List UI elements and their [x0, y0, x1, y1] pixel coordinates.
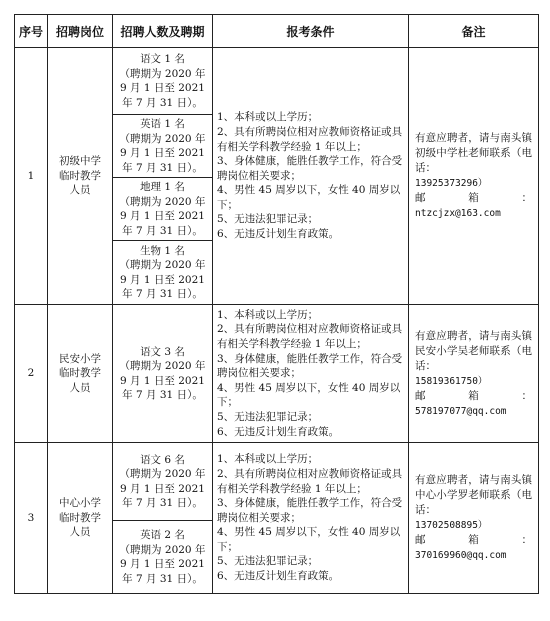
hire-line: 9 月 1 日至 2021 — [120, 273, 205, 286]
hire-cell — [113, 48, 213, 115]
hire-line: （聘期为 2020 年 — [119, 132, 206, 145]
hire-line: 年 7 月 31 日）。 — [122, 161, 203, 174]
remark-text: 有意应聘者，请与南头镇中心小学罗老师联系（电话： — [415, 474, 532, 516]
requirement-item: 5、无违法犯罪记录； — [217, 555, 319, 568]
hire-line: 英语 2 名 — [140, 529, 185, 541]
hire-line: （聘期为 2020 年 — [119, 360, 206, 372]
phone-number: 15819361750） — [415, 375, 488, 387]
hire-line: （聘期为 2020 年 — [119, 543, 206, 556]
requirement-item: 3、身体健康，能胜任教学工作，符合受聘岗位相关要求； — [217, 352, 403, 380]
phone-number: 13702508895） — [415, 520, 488, 531]
remarks-cell — [409, 48, 539, 305]
requirements-cell — [213, 305, 409, 443]
hire-line: （聘期为 2020 年 — [119, 468, 206, 480]
header-seq: 序号 — [15, 15, 48, 48]
hire-cell — [113, 178, 213, 241]
hire-line: 语文 6 名 — [140, 453, 185, 466]
position-cell: 民安小学临时教学人员 — [48, 305, 113, 443]
hire-line: 年 7 月 31 日）。 — [122, 497, 203, 509]
email-address[interactable]: 370169960@qq.com — [415, 550, 507, 561]
requirement-item: 1、本科或以上学历； — [217, 453, 319, 466]
seq-cell: 3 — [15, 443, 48, 594]
hire-line: 9 月 1 日至 2021 — [120, 210, 205, 222]
requirement-item: 4、男性 45 周岁以下，女性 40 周岁以下； — [217, 526, 401, 553]
hire-line: 9 月 1 日至 2021 — [120, 558, 205, 570]
header-position: 招聘岗位 — [48, 15, 113, 48]
phone-number: 13925373296） — [415, 178, 488, 189]
email-address[interactable]: ntzcjzx@163.com — [415, 208, 501, 219]
hire-line: 年 7 月 31 日）。 — [122, 96, 203, 109]
hire-line: 9 月 1 日至 2021 — [120, 482, 205, 495]
remarks-cell — [409, 443, 539, 594]
table-row — [15, 48, 539, 115]
hire-cell — [113, 443, 213, 521]
hire-line: 语文 3 名 — [140, 345, 185, 358]
hire-cell — [113, 115, 213, 178]
hire-line: 年 7 月 31 日）。 — [122, 389, 203, 401]
requirement-item: 3、身体健康，能胜任教学工作，符合受聘岗位相关要求； — [217, 155, 403, 182]
seq-cell: 1 — [15, 48, 48, 305]
hire-cell — [113, 521, 213, 594]
hire-line: 年 7 月 31 日）。 — [122, 224, 203, 237]
email-label: 邮箱： — [415, 192, 532, 204]
requirement-item: 1、本科或以上学历； — [217, 111, 319, 124]
email-address[interactable]: 578197077@qq.com — [415, 405, 507, 417]
hire-line: 9 月 1 日至 2021 — [120, 82, 205, 94]
hire-line: （聘期为 2020 年 — [119, 67, 206, 80]
hire-line: （聘期为 2020 年 — [119, 195, 206, 208]
requirements-cell — [213, 48, 409, 305]
hire-line: 9 月 1 日至 2021 — [120, 374, 205, 387]
seq-cell: 2 — [15, 305, 48, 443]
requirement-item: 2、具有所聘岗位相对应教师资格证或具有相关学科教学经验 1 年以上； — [217, 125, 403, 153]
hire-cell — [113, 305, 213, 443]
requirement-item: 2、具有所聘岗位相对应教师资格证或具有相关学科教学经验 1 年以上； — [217, 323, 403, 351]
hire-line: （聘期为 2020 年 — [119, 259, 206, 271]
hire-line: 地理 1 名 — [140, 181, 185, 193]
remark-text: 有意应聘者，请与南头镇初级中学杜老师联系（电话： — [415, 132, 532, 174]
position-cell: 中心小学临时教学人员 — [48, 443, 113, 594]
hire-line: 英语 1 名 — [140, 118, 185, 130]
email-label: 邮箱： — [415, 389, 532, 402]
email-label: 邮箱： — [415, 534, 532, 546]
requirement-item: 4、男性 45 周岁以下，女性 40 周岁以下； — [217, 184, 401, 211]
requirement-item: 1、本科或以上学历； — [217, 308, 319, 321]
requirement-item: 5、无违法犯罪记录； — [217, 213, 319, 226]
requirement-item: 2、具有所聘岗位相对应教师资格证或具有相关学科教学经验 1 年以上； — [217, 467, 403, 495]
recruitment-table — [14, 14, 539, 594]
hire-line: 年 7 月 31 日）。 — [122, 572, 203, 585]
requirement-item: 6、无违反计划生育政策。 — [217, 570, 340, 583]
hire-line: 年 7 月 31 日）。 — [122, 288, 203, 300]
header-count: 招聘人数及聘期 — [113, 15, 213, 48]
requirement-item: 6、无违反计划生育政策。 — [217, 425, 340, 438]
header-requirements: 报考条件 — [213, 15, 409, 48]
hire-line: 语文 1 名 — [140, 53, 185, 65]
requirement-item: 6、无违反计划生育政策。 — [217, 228, 340, 241]
header-row — [15, 15, 539, 48]
requirement-item: 3、身体健康，能胜任教学工作，符合受聘岗位相关要求； — [217, 497, 403, 524]
header-remarks: 备注 — [409, 15, 539, 48]
table-row — [15, 305, 539, 443]
position-cell: 初级中学临时教学人员 — [48, 48, 113, 305]
remark-text: 有意应聘者，请与南头镇民安小学吴老师联系（电话： — [415, 329, 532, 372]
hire-line: 9 月 1 日至 2021 — [120, 147, 205, 159]
requirement-item: 4、男性 45 周岁以下，女性 40 周岁以下； — [217, 381, 401, 409]
requirement-item: 5、无违法犯罪记录； — [217, 410, 319, 423]
requirements-cell — [213, 443, 409, 594]
remarks-cell — [409, 305, 539, 443]
table-row — [15, 443, 539, 521]
hire-line: 生物 1 名 — [140, 244, 185, 257]
hire-cell — [113, 241, 213, 305]
